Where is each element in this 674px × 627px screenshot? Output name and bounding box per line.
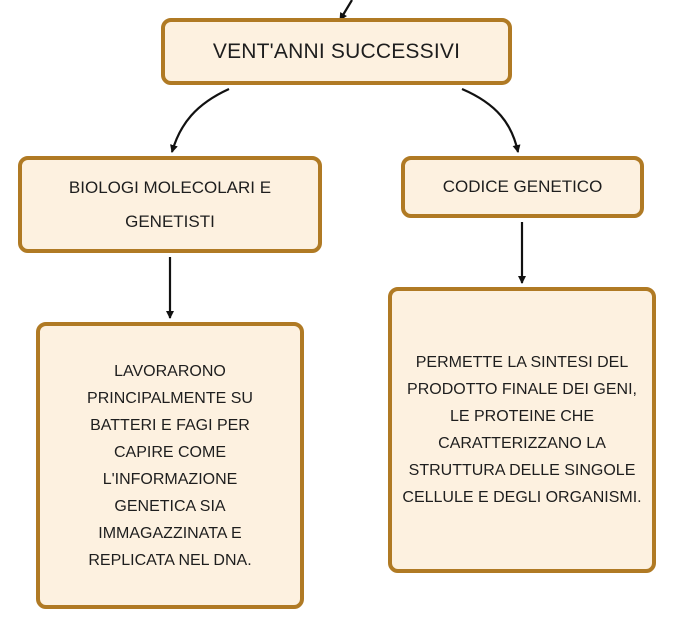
node-biologists-detail[interactable] <box>36 322 304 609</box>
node-genetic-code-detail-text: PERMETTE LA SINTESI DEL PRODOTTO FINALE DEI GENI, LE PROTEINE CHE CARATTERIZZANO LA STRUTTURA DELLE SINGOLE CELLULE E DEGLI ORGANISMI. <box>402 354 642 506</box>
connector-title-to-genetic-code <box>462 89 518 152</box>
node-title[interactable] <box>161 18 512 85</box>
node-biologists-detail-text: LAVORARONO PRINCIPALMENTE SU BATTERI E FAGI PER CAPIRE COME L'INFORMAZIONE GENETICA SIA IMMAGAZZINATA E REPLICATA NEL DNA. <box>87 362 253 569</box>
node-title-label: VENT'ANNI SUCCESSIVI <box>212 39 461 63</box>
node-genetic-code-detail[interactable] <box>388 287 656 573</box>
node-biologists[interactable] <box>18 156 322 253</box>
node-genetic-code[interactable] <box>401 156 644 218</box>
node-biologists-label: BIOLOGI MOLECOLARI E GENETISTI <box>68 177 272 231</box>
connector-incoming <box>340 0 352 20</box>
connector-title-to-biologists <box>172 89 229 152</box>
node-genetic-code-label: CODICE GENETICO <box>442 177 603 196</box>
